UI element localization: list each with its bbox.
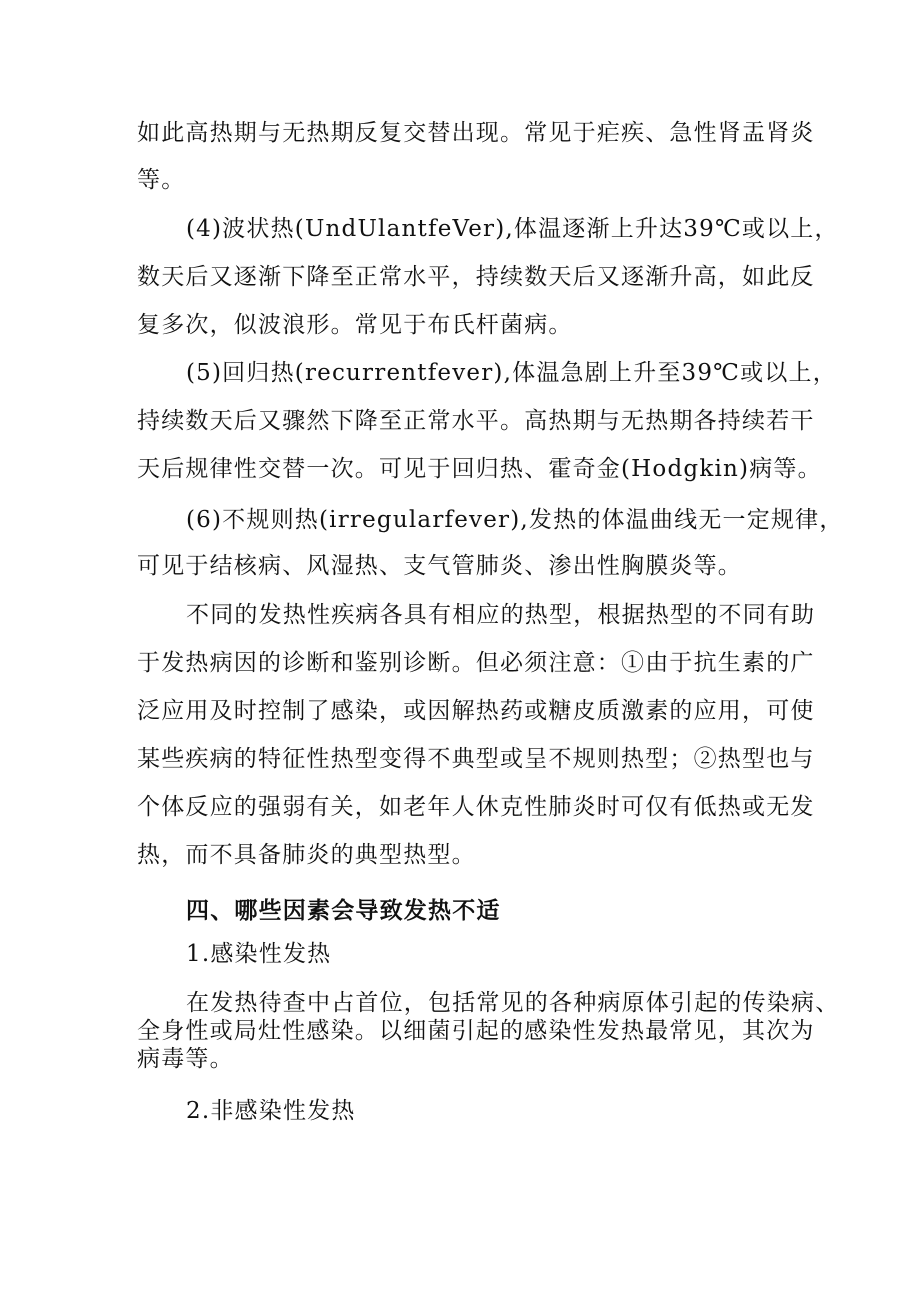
- text-line: 个体反应的强弱有关，如老年人休克性肺炎时可仅有低热或无发: [137, 794, 815, 820]
- text-line: 如此高热期与无热期反复交替出现。常见于疟疾、急性肾盂肾炎: [137, 120, 815, 146]
- text-line: 病毒等。: [137, 1046, 234, 1072]
- text-line: 泛应用及时控制了感染，或因解热药或糖皮质激素的应用，可使: [137, 698, 815, 724]
- text-line: 持续数天后又骤然下降至正常水平。高热期与无热期各持续若干: [137, 408, 815, 434]
- text-line: 数天后又逐渐下降至正常水平，持续数天后又逐渐升高，如此反: [137, 264, 815, 290]
- subsection-heading: 2.非感染性发热: [186, 1098, 356, 1124]
- text-line: 在发热待查中占首位，包括常见的各种病原体引起的传染病、: [186, 990, 840, 1016]
- text-line: (4)波状热(UndUlantfeVer),体温逐渐上升达39℃或以上，: [186, 216, 839, 242]
- subsection-heading: 1.感染性发热: [186, 941, 332, 967]
- text-line: 可见于结核病、风湿热、支气管肺炎、渗出性胸膜炎等。: [137, 553, 742, 579]
- text-line: 复多次，似波浪形。常见于布氏杆菌病。: [137, 312, 573, 338]
- text-line: 天后规律性交替一次。可见于回归热、霍奇金(Hodgkin)病等。: [137, 456, 822, 482]
- text-line: 某些疾病的特征性热型变得不典型或呈不规则热型；②热型也与: [137, 746, 815, 772]
- text-line: 全身性或局灶性感染。以细菌引起的感染性发热最常见，其次为: [137, 1018, 815, 1044]
- text-line: (5)回归热(recurrentfever),体温急剧上升至39℃或以上，: [186, 360, 837, 386]
- text-line: (6)不规则热(irregularfever),发热的体温曲线无一定规律，: [186, 507, 844, 533]
- section-heading: 四、哪些因素会导致发热不适: [186, 898, 501, 924]
- text-line: 热，而不具备肺炎的典型热型。: [137, 842, 476, 868]
- text-line: 等。: [137, 167, 186, 193]
- text-line: 不同的发热性疾病各具有相应的热型，根据热型的不同有助: [186, 602, 816, 628]
- text-line: 于发热病因的诊断和鉴别诊断。但必须注意：①由于抗生素的广: [137, 650, 815, 676]
